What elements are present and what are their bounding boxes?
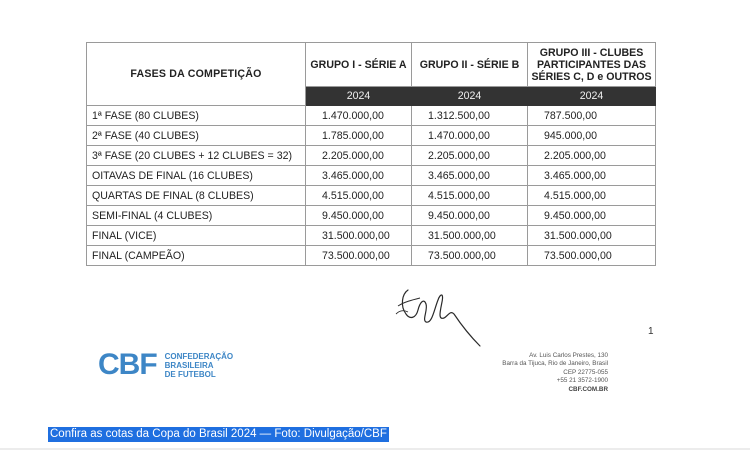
group-2-header: GRUPO II - SÉRIE B: [412, 43, 528, 87]
value-cell: 9.450.000,00: [306, 206, 412, 226]
value-cell: 3.465.000,00: [306, 166, 412, 186]
value-cell: 2.205.000,00: [528, 146, 656, 166]
value-cell: 1.470.000,00: [412, 126, 528, 146]
table-row: [87, 246, 656, 266]
website-link[interactable]: CBF.COM.BR: [568, 385, 608, 393]
address-line: Av. Luis Carlos Prestes, 130: [529, 352, 608, 359]
value-cell: 2.205.000,00: [412, 146, 528, 166]
group-3-header: GRUPO III - CLUBES PARTICIPANTES DAS SÉRIES C, D e OUTROS: [528, 43, 656, 87]
cbf-logo-name: [165, 352, 233, 379]
phase-column-header: FASES DA COMPETIÇÃO: [87, 43, 306, 106]
address-line: CEP 22775-055: [563, 368, 608, 376]
table-row: [87, 106, 656, 126]
phase-cell: OITAVAS DE FINAL (16 CLUBES): [87, 166, 306, 186]
address-line: Barra da Tijuca, Rio de Janeiro, Brasil: [502, 360, 608, 368]
value-cell: 31.500.000,00: [528, 226, 656, 246]
value-cell: 2.205.000,00: [306, 146, 412, 166]
image-caption: Confira as cotas da Copa do Brasil 2024 — Foto: Divulgação/CBF: [50, 428, 387, 440]
value-cell: 31.500.000,00: [306, 226, 412, 246]
logo-name-line: CONFEDERAÇÃO: [164, 351, 234, 361]
table-row: [87, 126, 656, 146]
value-cell: 73.500.000,00: [306, 246, 412, 266]
value-cell: 1.470.000,00: [306, 106, 412, 126]
page-number: 1: [648, 326, 654, 337]
cbf-logo-mark: CBF: [98, 348, 157, 381]
phase-cell: FINAL (VICE): [87, 226, 306, 246]
value-cell: 4.515.000,00: [306, 186, 412, 206]
table-header-row: [87, 43, 656, 87]
value-cell: 787.500,00: [528, 106, 656, 126]
value-cell: 73.500.000,00: [412, 246, 528, 266]
phase-cell: 1ª FASE (80 CLUBES): [87, 106, 306, 126]
address-line: +55 21 3572-1900: [556, 377, 608, 385]
cbf-logo: [98, 350, 233, 380]
logo-name-line: DE FUTEBOL: [164, 369, 216, 379]
year-header: 2024: [306, 87, 412, 106]
value-cell: 9.450.000,00: [528, 206, 656, 226]
prize-money-table: [86, 42, 656, 266]
value-cell: 4.515.000,00: [412, 186, 528, 206]
table-row: [87, 186, 656, 206]
value-cell: 9.450.000,00: [412, 206, 528, 226]
table-row: [87, 206, 656, 226]
signature-icon: [388, 280, 483, 355]
phase-cell: 2ª FASE (40 CLUBES): [87, 126, 306, 146]
phase-cell: QUARTAS DE FINAL (8 CLUBES): [87, 186, 306, 206]
value-cell: 4.515.000,00: [528, 186, 656, 206]
address-block: [428, 352, 608, 394]
value-cell: 3.465.000,00: [412, 166, 528, 186]
value-cell: 1.785.000,00: [306, 126, 412, 146]
phase-cell: SEMI-FINAL (4 CLUBES): [87, 206, 306, 226]
logo-name-line: BRASILEIRA: [164, 360, 214, 370]
phase-cell: FINAL (CAMPEÃO): [87, 246, 306, 266]
table-row: [87, 166, 656, 186]
group-1-header: GRUPO I - SÉRIE A: [306, 43, 412, 87]
value-cell: 73.500.000,00: [528, 246, 656, 266]
year-header: 2024: [412, 87, 528, 106]
year-header: 2024: [528, 87, 656, 106]
value-cell: 3.465.000,00: [528, 166, 656, 186]
table-row: [87, 146, 656, 166]
value-cell: 945.000,00: [528, 126, 656, 146]
value-cell: 1.312.500,00: [412, 106, 528, 126]
phase-cell: 3ª FASE (20 CLUBES + 12 CLUBES = 32): [87, 146, 306, 166]
value-cell: 31.500.000,00: [412, 226, 528, 246]
table-row: [87, 226, 656, 246]
